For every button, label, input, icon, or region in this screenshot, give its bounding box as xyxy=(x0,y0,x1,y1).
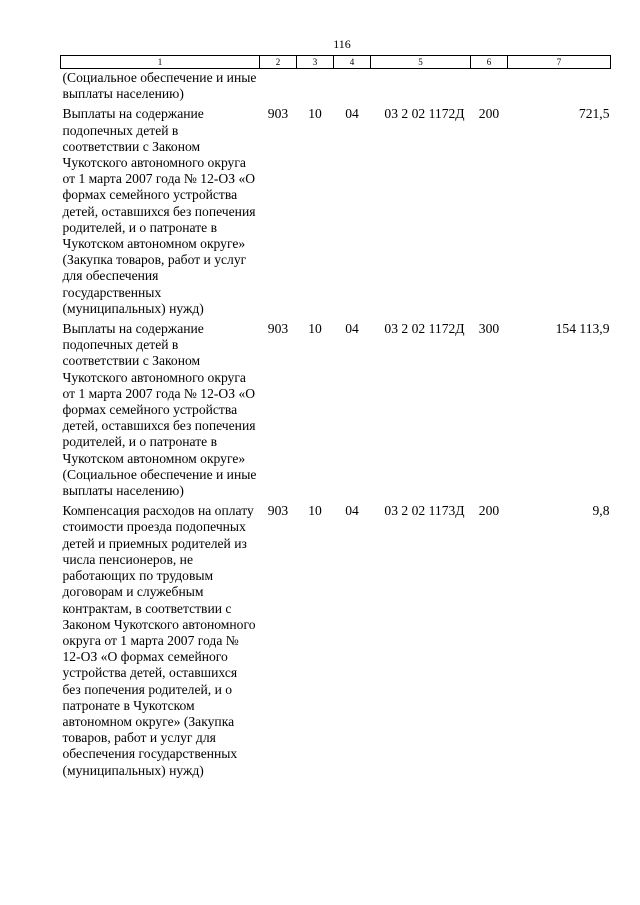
header-col-ministry: 2 xyxy=(260,56,297,69)
page-number: 116 xyxy=(333,37,351,51)
header-row xyxy=(61,56,611,69)
header-col-target: 5 xyxy=(371,56,471,69)
row-amount: 721,5 xyxy=(578,106,610,122)
header-col-section: 3 xyxy=(297,56,334,69)
table-body xyxy=(61,69,611,781)
row-name: Компенсация расходов на оплату стоимости проезда подопечных детей и приемных родителей из числа пенсионеров, не работающих по трудовым договорам и служебным контрактам, в соответствии с Законом Чукотского автономного округа от 1 марта 2007 года № 12-ОЗ «О формах семейного устройства детей, оставшихся без попечения родителей, и о патронате в Чукотском автономном округе» (Закупка товаров, работ и услуг для обеспечения государственных (муниципальных) нужд) xyxy=(62,503,256,778)
row-name: Выплаты на содержание подопечных детей в соответствии с Законом Чукотского автономного округа от 1 марта 2007 года № 12-ОЗ «О формах семейного устройства детей, оставшихся без попечения родителей, и о патронате в Чукотском автономном округе» (Закупка товаров, работ и услуг для обеспечения государственных (муниципальных) нужд) xyxy=(62,106,256,316)
table-row xyxy=(61,104,611,319)
budget-table xyxy=(60,55,611,781)
row-expense-type: 200 xyxy=(478,503,500,519)
row-subsection: 04 xyxy=(345,321,359,337)
row-expense-type: 300 xyxy=(478,321,500,337)
table-row xyxy=(61,501,611,780)
row-section: 10 xyxy=(308,106,322,122)
continuation-text: (Социальное обеспечение и иные выплаты населению) xyxy=(62,70,257,102)
header-col-expense-type: 6 xyxy=(471,56,508,69)
row-amount: 9,8 xyxy=(592,503,610,519)
row-target: 03 2 02 1172Д xyxy=(384,106,465,122)
header-col-subsection: 4 xyxy=(334,56,371,69)
row-subsection: 04 xyxy=(345,106,359,122)
table-row xyxy=(61,319,611,501)
row-ministry: 903 xyxy=(267,503,289,519)
row-expense-type: 200 xyxy=(478,106,500,122)
row-target: 03 2 02 1172Д xyxy=(384,321,465,337)
row-ministry: 903 xyxy=(267,321,289,337)
row-ministry: 903 xyxy=(267,106,289,122)
row-amount: 154 113,9 xyxy=(555,321,610,337)
table-header xyxy=(61,56,611,69)
row-section: 10 xyxy=(308,503,322,519)
row-section: 10 xyxy=(308,321,322,337)
row-name: Выплаты на содержание подопечных детей в соответствии с Законом Чукотского автономного округа от 1 марта 2007 года № 12-ОЗ «О формах семейного устройства детей, оставшихся без попечения родителей, и о патронате в Чукотском автономном округе» (Социальное обеспечение и иные выплаты населению) xyxy=(62,321,257,499)
header-col-amount: 7 xyxy=(508,56,611,69)
row-target: 03 2 02 1173Д xyxy=(384,503,465,519)
row-subsection: 04 xyxy=(345,503,359,519)
header-col-name: 1 xyxy=(61,56,260,69)
continuation-row xyxy=(61,69,611,105)
